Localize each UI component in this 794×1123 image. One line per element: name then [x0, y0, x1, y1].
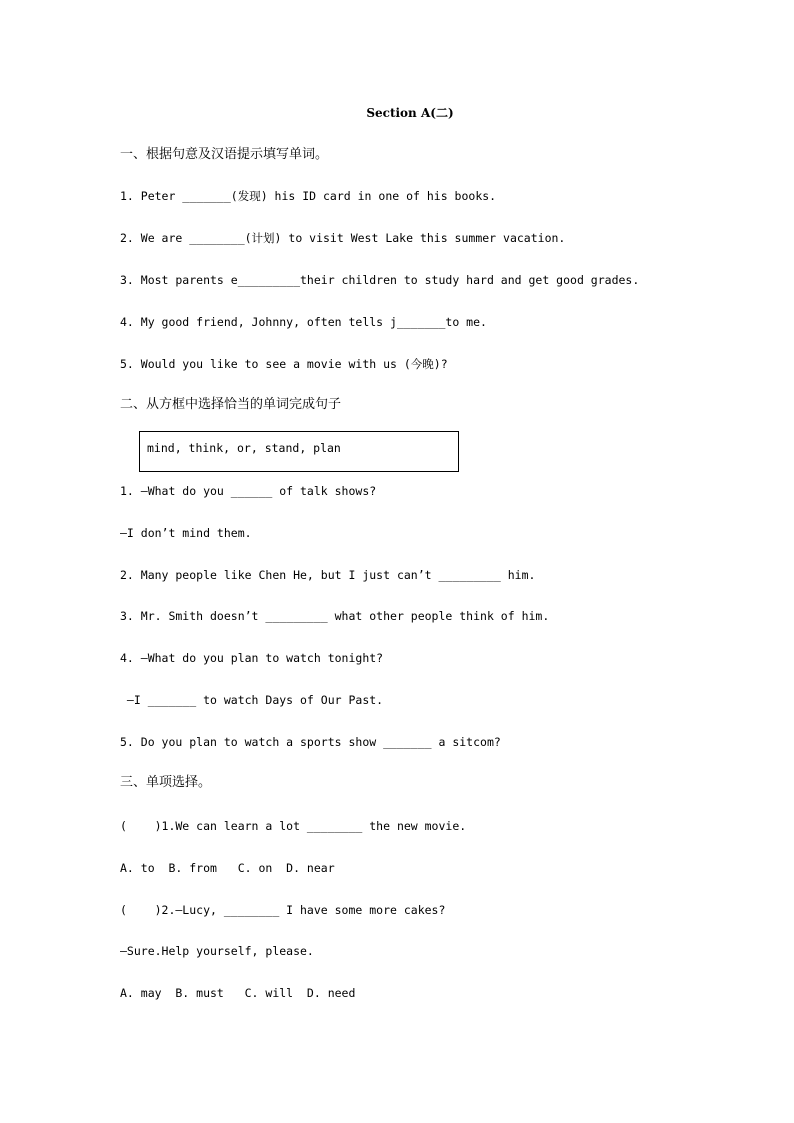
word-box	[139, 431, 459, 472]
part3-question-1: ( )1.We can learn a lot ________ the new movie.	[120, 819, 467, 833]
part2-item-5: 5. Do you plan to watch a sports show _______ a sitcom?	[120, 735, 501, 749]
part1-item-5: 5. Would you like to see a movie with us (今晚)?	[120, 357, 448, 371]
part2-item-2: 2. Many people like Chen He, but I just can’t _________ him.	[120, 568, 536, 582]
part3-options-1: A. to B. from C. on D. near	[120, 861, 335, 875]
part3-question-2-reply: —Sure.Help yourself, please.	[120, 944, 314, 958]
page-title: Section A(二)	[366, 106, 454, 120]
part2-item-1-answer: —I don’t mind them.	[120, 526, 252, 540]
part2-item-3: 3. Mr. Smith doesn’t _________ what other people think of him.	[120, 609, 550, 623]
word-box-text: mind, think, or, stand, plan	[147, 441, 341, 455]
part1-item-1: 1. Peter _______(发现) his ID card in one of his books.	[120, 189, 497, 203]
part1-item-3: 3. Most parents e_________their children to study hard and get good grades.	[120, 273, 640, 287]
part2-item-1: 1. —What do you ______ of talk shows?	[120, 484, 377, 498]
part3-options-2: A. may B. must C. will D. need	[120, 986, 356, 1000]
part3-question-2: ( )2.—Lucy, ________ I have some more cakes?	[120, 903, 446, 917]
part2-item-4: 4. —What do you plan to watch tonight?	[120, 651, 384, 665]
part3-heading: 三、单项选择。	[120, 775, 212, 790]
part2-item-4-answer: —I _______ to watch Days of Our Past.	[120, 693, 384, 707]
part1-item-2: 2. We are ________(计划) to visit West Lake this summer vacation.	[120, 231, 566, 245]
part2-heading: 二、从方框中选择恰当的单词完成句子	[120, 397, 342, 412]
part1-heading: 一、根据句意及汉语提示填写单词。	[120, 147, 329, 162]
part1-item-4: 4. My good friend, Johnny, often tells j_______to me.	[120, 315, 487, 329]
